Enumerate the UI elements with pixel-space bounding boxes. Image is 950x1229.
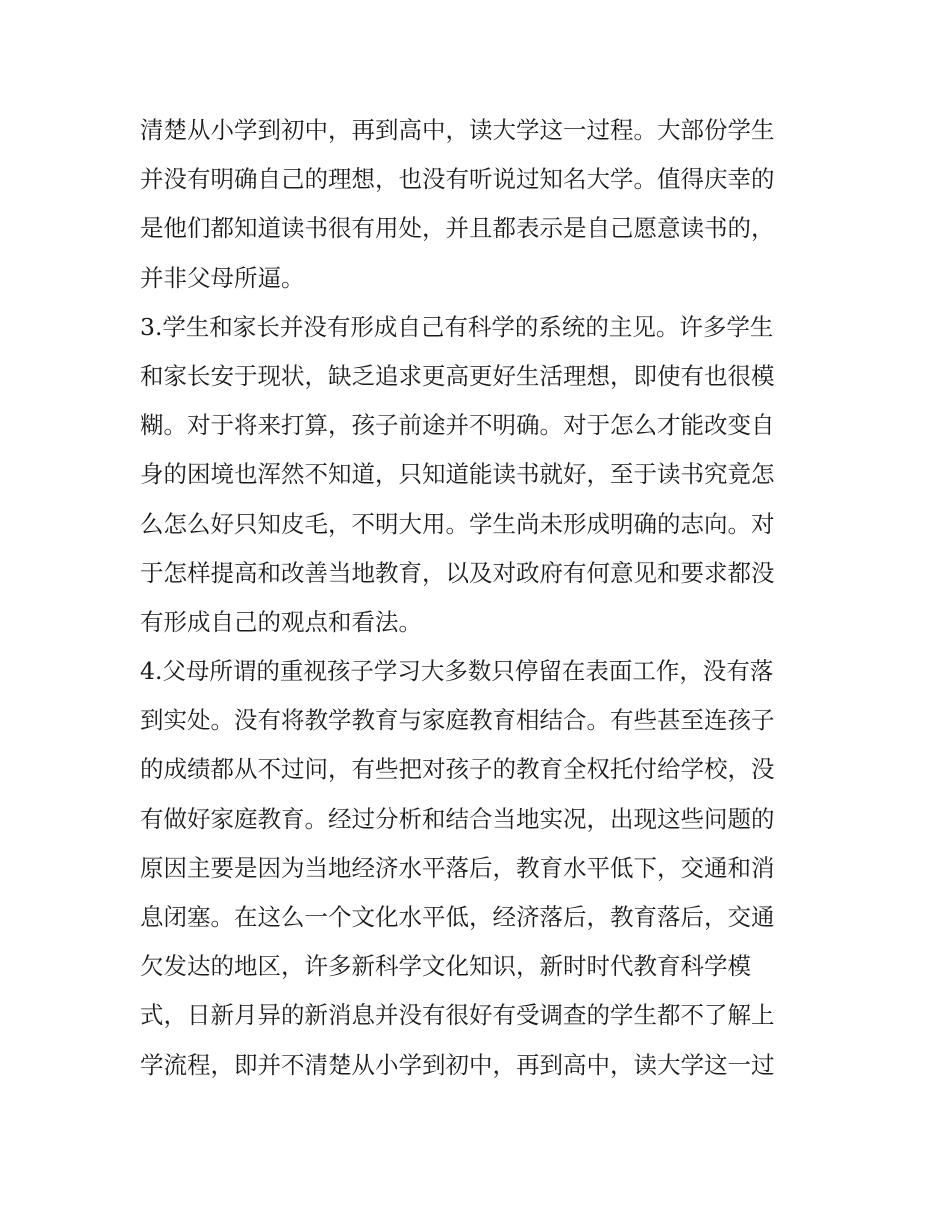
text-line: 么怎么好只知皮毛，不明大用。学生尚未形成明确的志向。对	[140, 509, 775, 538]
text-line: 到实处。没有将教学教育与家庭教育相结合。有些甚至连孩子	[140, 706, 775, 735]
text-line: 4.父母所谓的重视孩子学习大多数只停留在表面工作，没有落	[140, 657, 774, 686]
text-line: 原因主要是因为当地经济水平落后，教育水平低下，交通和消	[140, 853, 775, 882]
text-line: 身的困境也浑然不知道，只知道能读书就好，至于读书究竟怎	[140, 460, 775, 489]
text-line: 是他们都知道读书很有用处，并且都表示是自己愿意读书的，	[140, 214, 775, 243]
text-line: 并非父母所逼。	[140, 263, 305, 292]
body-text	[140, 106, 820, 1090]
text-line: 的成绩都从不过问，有些把对孩子的教育全权托付给学校，没	[140, 755, 775, 784]
text-line: 有形成自己的观点和看法。	[140, 607, 422, 636]
text-line: 有做好家庭教育。经过分析和结合当地实况，出现这些问题的	[140, 804, 775, 833]
text-line: 于怎样提高和改善当地教育，以及对政府有何意见和要求都没	[140, 558, 775, 587]
text-line: 和家长安于现状，缺乏追求更高更好生活理想，即使有也很模	[140, 361, 775, 390]
text-line: 并没有明确自己的理想，也没有听说过知名大学。值得庆幸的	[140, 165, 775, 194]
text-line: 欠发达的地区，许多新科学文化知识，新时时代教育科学模	[140, 952, 751, 981]
text-line: 式，日新月异的新消息并没有很好有受调查的学生都不了解上	[140, 1001, 775, 1030]
text-line: 息闭塞。在这么一个文化水平低，经济落后，教育落后，交通	[140, 903, 775, 931]
text-line: 清楚从小学到初中，再到高中，读大学这一过程。大部份学生	[140, 116, 775, 144]
text-line: 3.学生和家长并没有形成自己有科学的系统的主见。许多学生	[140, 312, 774, 341]
text-line: 糊。对于将来打算，孩子前途并不明确。对于怎么才能改变自	[140, 411, 775, 440]
text-line: 学流程，即并不清楚从小学到初中，再到高中，读大学这一过	[140, 1050, 775, 1079]
